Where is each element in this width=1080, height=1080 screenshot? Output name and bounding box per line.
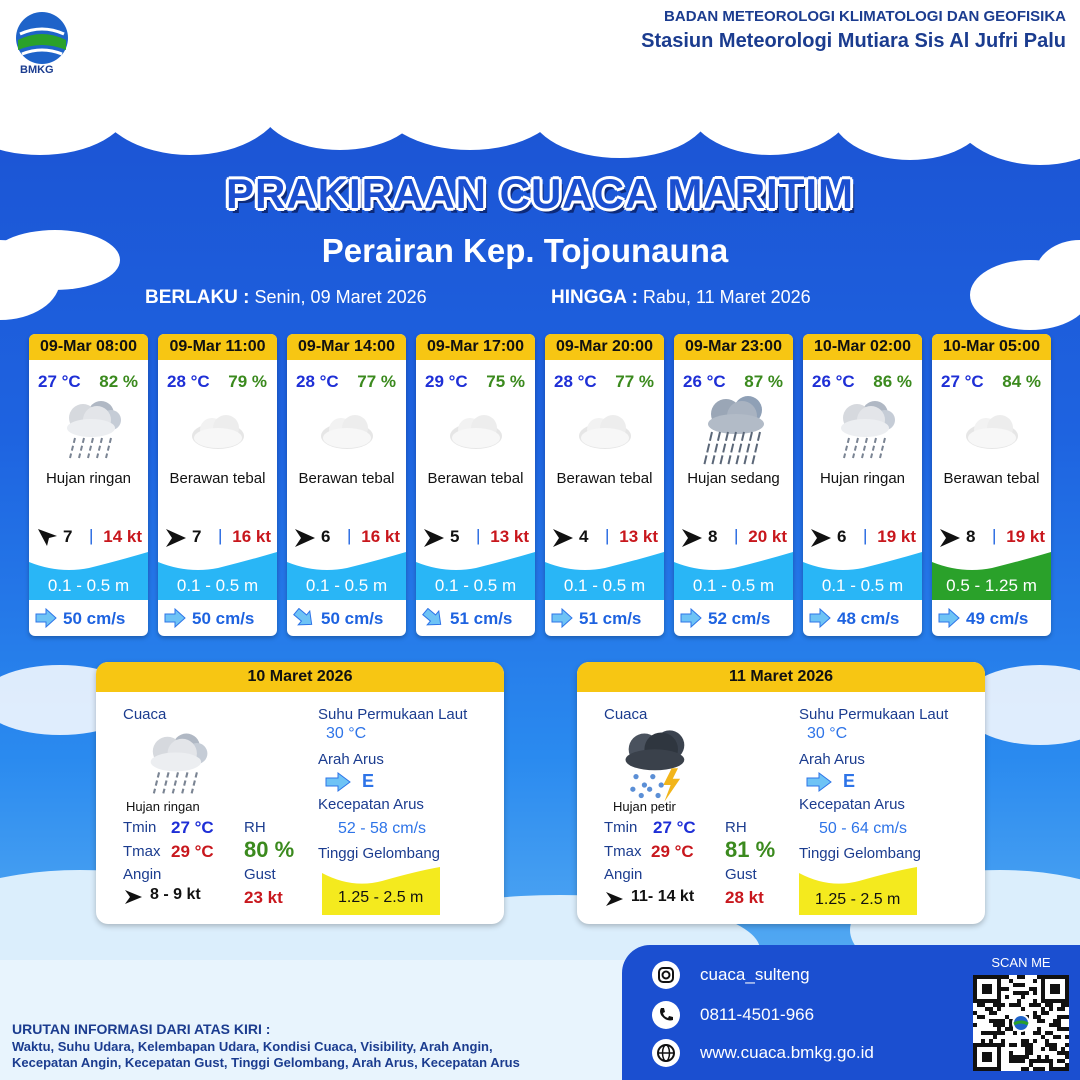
- wind-direction-icon: [938, 526, 962, 550]
- sst-label: Suhu Permukaan Laut: [799, 706, 949, 723]
- wave-height: 0.1 - 0.5 m: [434, 576, 517, 595]
- current-dir-label: Arah Arus: [318, 751, 384, 768]
- current-dir-label: Arah Arus: [799, 751, 865, 768]
- air-temperature: 26 °C: [683, 372, 726, 391]
- current-direction-icon: [422, 608, 444, 628]
- separator: |: [89, 526, 94, 545]
- sst-label: Suhu Permukaan Laut: [318, 706, 468, 723]
- wave-label: Tinggi Gelombang: [318, 845, 441, 862]
- separator: |: [347, 526, 352, 545]
- current-speed: 50 cm/s: [321, 609, 384, 628]
- weather-condition: Berawan tebal: [298, 470, 395, 487]
- wind-speed: 6: [321, 527, 331, 546]
- forecast-time: 09-Mar 14:00: [287, 334, 406, 360]
- humidity: 77 %: [615, 372, 654, 391]
- instagram-icon: [652, 961, 680, 989]
- tmin-label: Tmin: [123, 819, 157, 836]
- current-speed: 50 cm/s: [192, 609, 255, 628]
- forecast-time: 10-Mar 02:00: [803, 334, 922, 360]
- info-line-1: Waktu, Suhu Udara, Kelembapan Udara, Kondisi Cuaca, Visibility, Arah Angin,: [12, 1039, 493, 1054]
- globe-icon: [652, 1039, 680, 1067]
- gust-label: Gust: [244, 866, 276, 883]
- tmin-label: Tmin: [604, 819, 638, 836]
- phone-number[interactable]: 0811-4501-966: [700, 1005, 815, 1024]
- logo-text: BMKG: [20, 64, 54, 76]
- wave-height: 0.1 - 0.5 m: [305, 576, 388, 595]
- tmax-label: Tmax: [604, 843, 642, 860]
- wind-direction-icon: [293, 526, 317, 550]
- wind-speed: 4: [579, 527, 589, 546]
- air-temperature: 28 °C: [296, 372, 339, 391]
- separator: |: [218, 526, 223, 545]
- weather-condition: Berawan tebal: [169, 470, 266, 487]
- air-temperature: 28 °C: [554, 372, 597, 391]
- gust-speed: 19 kt: [877, 527, 916, 546]
- current-speed-value: 50 - 64 cm/s: [819, 820, 908, 837]
- current-arrow-icon: [324, 772, 352, 792]
- light-rain-icon: [827, 390, 899, 470]
- gust-value: 23 kt: [244, 888, 283, 907]
- moderate-rain-icon: [698, 390, 770, 470]
- wind-direction-icon: [809, 526, 833, 550]
- wind-direction-icon: [680, 526, 704, 550]
- wave-value: 1.25 - 2.5 m: [338, 889, 424, 906]
- tmin-value: 27 °C: [171, 818, 214, 837]
- forecast-card: [803, 334, 922, 636]
- separator: |: [605, 526, 610, 545]
- wind-speed: 6: [837, 527, 847, 546]
- wave-label: Tinggi Gelombang: [799, 845, 922, 862]
- forecast-card: [158, 334, 277, 636]
- page-subtitle: Perairan Kep. Tojounauna: [321, 232, 729, 269]
- wind-direction-icon: [422, 526, 446, 550]
- daily-date: 10 Maret 2026: [96, 662, 504, 692]
- valid-to: [551, 287, 811, 309]
- light-rain-icon: [136, 722, 216, 802]
- overcast-icon: [569, 390, 641, 470]
- gust-label: Gust: [725, 866, 757, 883]
- forecast-time: 09-Mar 20:00: [545, 334, 664, 360]
- station-name: Stasiun Meteorologi Mutiara Sis Al Jufri Palu: [641, 30, 1066, 52]
- forecast-card: [29, 334, 148, 636]
- scan-me-label: SCAN ME: [991, 955, 1051, 970]
- weather-label: Cuaca: [604, 706, 648, 723]
- separator: |: [734, 526, 739, 545]
- air-temperature: 29 °C: [425, 372, 468, 391]
- current-arrow-icon: [805, 772, 833, 792]
- current-direction-icon: [35, 608, 57, 628]
- gust-speed: 14 kt: [103, 527, 142, 546]
- humidity: 86 %: [873, 372, 912, 391]
- forecast-card: [287, 334, 406, 636]
- air-temperature: 26 °C: [812, 372, 855, 391]
- rh-label: RH: [725, 819, 747, 836]
- wave-height: 0.1 - 0.5 m: [176, 576, 259, 595]
- wave-height: 0.5 - 1.25 m: [946, 576, 1037, 595]
- tmin-value: 27 °C: [653, 818, 696, 837]
- weather-label: Cuaca: [123, 706, 167, 723]
- wind-arrow-icon: [604, 890, 624, 908]
- daily-date: 11 Maret 2026: [577, 662, 985, 692]
- current-direction-icon: [164, 608, 186, 628]
- gust-speed: 13 kt: [490, 527, 529, 546]
- overcast-icon: [956, 390, 1028, 470]
- wind-direction-icon: [164, 526, 188, 550]
- overcast-icon: [440, 390, 512, 470]
- wave-height: 0.1 - 0.5 m: [692, 576, 775, 595]
- wind-label: Angin: [604, 866, 643, 883]
- weather-condition: Berawan tebal: [943, 470, 1040, 487]
- phone-icon: [652, 1001, 680, 1029]
- wave-value: 1.25 - 2.5 m: [815, 891, 901, 908]
- forecast-time: 09-Mar 11:00: [158, 334, 277, 360]
- sst-value: 30 °C: [807, 725, 848, 742]
- overcast-icon: [182, 390, 254, 470]
- page-title: PRAKIRAAN CUACA MARITIM: [225, 170, 855, 217]
- overcast-icon: [311, 390, 383, 470]
- gust-value: 28 kt: [725, 888, 764, 907]
- thunderstorm-icon: [615, 722, 695, 802]
- current-dir-value: E: [362, 771, 375, 791]
- current-dir-value: E: [843, 771, 856, 791]
- wave-height: 0.1 - 0.5 m: [563, 576, 646, 595]
- light-rain-icon: [53, 390, 125, 470]
- current-direction-icon: [809, 608, 831, 628]
- current-speed: 51 cm/s: [450, 609, 513, 628]
- separator: |: [476, 526, 481, 545]
- forecast-time: 09-Mar 08:00: [29, 334, 148, 360]
- current-direction-icon: [938, 608, 960, 628]
- info-heading: URUTAN INFORMASI DARI ATAS KIRI :: [12, 1021, 271, 1037]
- wind-speed: 7: [192, 527, 202, 546]
- current-speed: 48 cm/s: [837, 609, 900, 628]
- weather-condition: Hujan ringan: [819, 470, 906, 487]
- gust-speed: 20 kt: [748, 527, 787, 546]
- current-direction-icon: [551, 608, 573, 628]
- daily-panel-2: [577, 662, 985, 924]
- valid-to-label: HINGGA :: [551, 287, 638, 308]
- separator: |: [992, 526, 997, 545]
- wind-arrow-icon: [123, 888, 143, 906]
- forecast-card: [674, 334, 793, 636]
- gust-speed: 19 kt: [1006, 527, 1045, 546]
- valid-to-value: Rabu, 11 Maret 2026: [642, 287, 811, 307]
- current-speed-value: 52 - 58 cm/s: [338, 820, 427, 837]
- current-speed: 50 cm/s: [63, 609, 126, 628]
- forecast-card: [932, 334, 1051, 636]
- wind-label: Angin: [123, 866, 162, 883]
- qr-panel: [962, 945, 1080, 1080]
- wind-speed: 8: [966, 527, 976, 546]
- bmkg-logo-icon: [14, 10, 70, 66]
- current-speed: 49 cm/s: [966, 609, 1029, 628]
- valid-from-label: BERLAKU :: [145, 287, 250, 308]
- instagram-handle[interactable]: cuaca_sulteng: [700, 965, 810, 984]
- separator: |: [863, 526, 868, 545]
- weather-condition: Hujan ringan: [45, 470, 132, 487]
- weather-condition: Hujan sedang: [687, 470, 780, 487]
- gust-speed: 16 kt: [232, 527, 271, 546]
- website-link[interactable]: www.cuaca.bmkg.go.id: [700, 1043, 874, 1062]
- valid-from-value: Senin, 09 Maret 2026: [254, 287, 427, 307]
- wind-value: 11- 14 kt: [631, 888, 695, 905]
- current-direction-icon: [293, 608, 315, 628]
- rh-label: RH: [244, 819, 266, 836]
- gust-speed: 16 kt: [361, 527, 400, 546]
- air-temperature: 27 °C: [941, 372, 984, 391]
- current-speed: 52 cm/s: [708, 609, 771, 628]
- humidity: 77 %: [357, 372, 396, 391]
- sst-value: 30 °C: [326, 725, 367, 742]
- wind-value: 8 - 9 kt: [150, 886, 201, 903]
- info-line-2: Kecepatan Angin, Kecepatan Gust, Tinggi Gelombang, Arah Arus, Kecepatan Arus: [12, 1055, 520, 1070]
- gust-speed: 13 kt: [619, 527, 658, 546]
- forecast-card: [545, 334, 664, 636]
- contact-panel: [622, 945, 962, 1080]
- current-speed-label: Kecepatan Arus: [799, 796, 905, 813]
- current-direction-icon: [680, 608, 702, 628]
- tmax-value: 29 °C: [171, 842, 214, 861]
- tmax-value: 29 °C: [651, 842, 694, 861]
- wind-speed: 8: [708, 527, 718, 546]
- air-temperature: 28 °C: [167, 372, 210, 391]
- daily-condition: Hujan petir: [613, 799, 676, 814]
- agency-name: BADAN METEOROLOGI KLIMATOLOGI DAN GEOFISIKA: [664, 8, 1066, 25]
- humidity: 84 %: [1002, 372, 1041, 391]
- daily-condition: Hujan ringan: [126, 799, 200, 814]
- daily-panel-1: [96, 662, 504, 924]
- wind-direction-icon: [35, 526, 59, 550]
- forecast-time: 09-Mar 23:00: [674, 334, 793, 360]
- forecast-time: 10-Mar 05:00: [932, 334, 1051, 360]
- humidity: 87 %: [744, 372, 783, 391]
- forecast-card: [416, 334, 535, 636]
- qr-code-icon[interactable]: [973, 975, 1069, 1071]
- rh-value: 81 %: [725, 837, 776, 862]
- wind-direction-icon: [551, 526, 575, 550]
- current-speed: 51 cm/s: [579, 609, 642, 628]
- humidity: 79 %: [228, 372, 267, 391]
- valid-from: [145, 287, 427, 309]
- rh-value: 80 %: [244, 837, 295, 862]
- wind-speed: 7: [63, 527, 73, 546]
- wave-height: 0.1 - 0.5 m: [821, 576, 904, 595]
- current-speed-label: Kecepatan Arus: [318, 796, 424, 813]
- wave-height: 0.1 - 0.5 m: [47, 576, 130, 595]
- weather-condition: Berawan tebal: [427, 470, 524, 487]
- wind-speed: 5: [450, 527, 460, 546]
- tmax-label: Tmax: [123, 843, 161, 860]
- weather-condition: Berawan tebal: [556, 470, 653, 487]
- humidity: 82 %: [99, 372, 138, 391]
- forecast-time: 09-Mar 17:00: [416, 334, 535, 360]
- air-temperature: 27 °C: [38, 372, 81, 391]
- humidity: 75 %: [486, 372, 525, 391]
